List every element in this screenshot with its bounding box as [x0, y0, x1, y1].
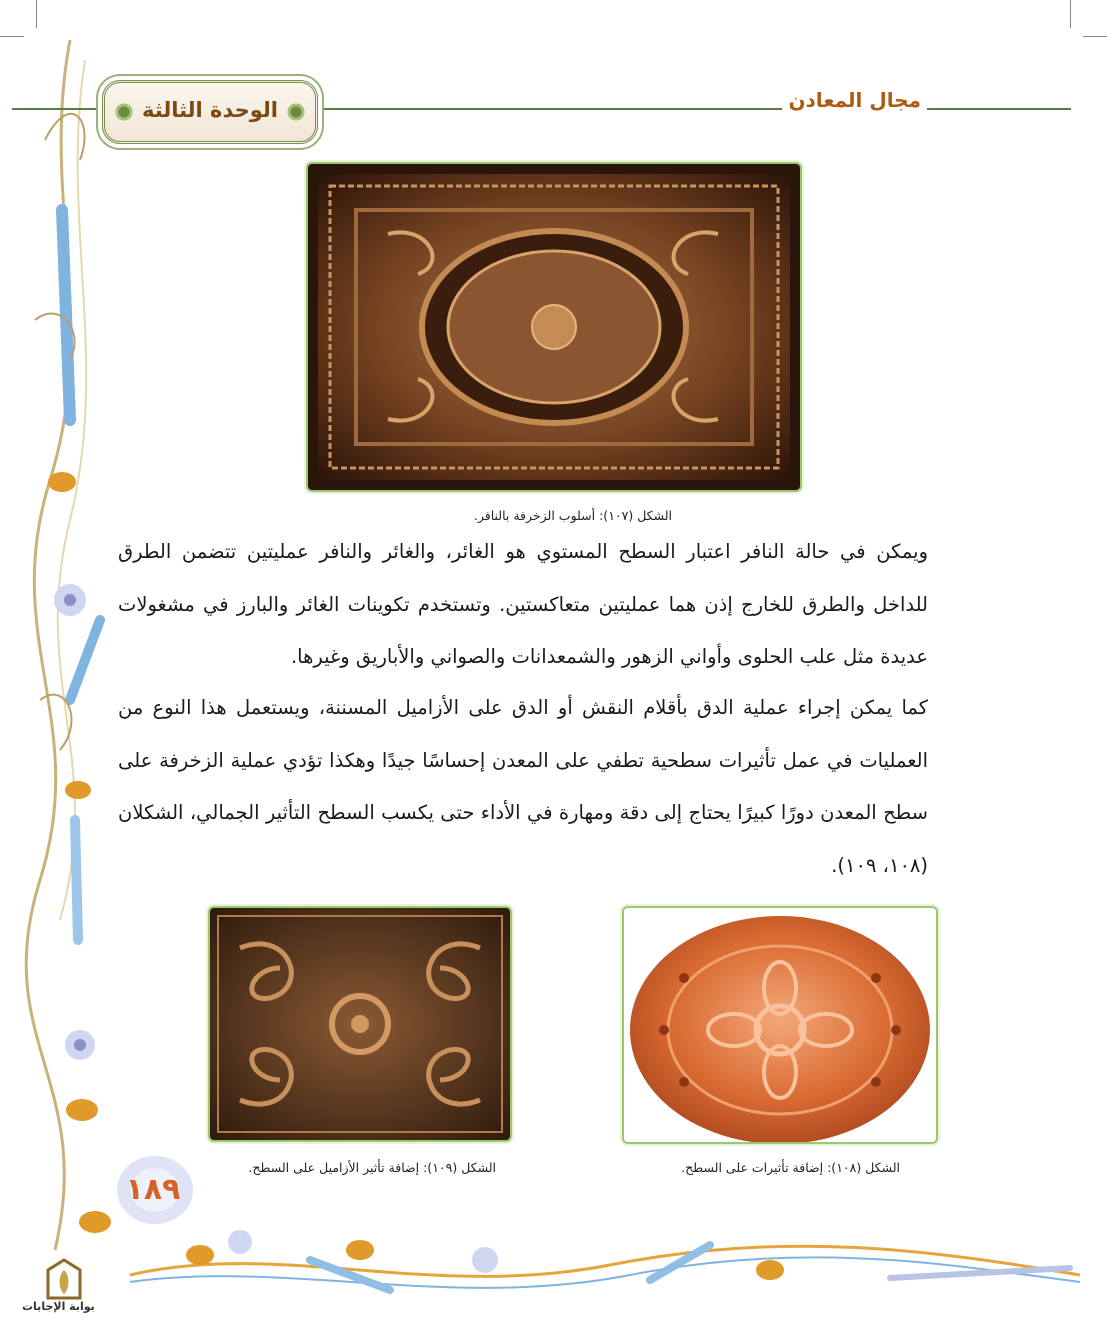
paragraph-2-text: كما يمكن إجراء عملية الدق بأقلام النقش أو الدق على الأزاميل المسننة، ويستعمل هذا النوع من العمليات في عمل تأثيرات سطحية تطفي على المعدن إحساسًا جيدًا وهكذا تؤدي عملية الزخرفة على سطح المعدن دورًا كبيرًا يحتاج إلى دقة ومهارة في الأداء حتى يكسب السطح التأثير الجمالي، الشكلان (١٠٨، ١٠٩). [118, 696, 928, 877]
page-number: ١٨٩ [125, 1172, 181, 1207]
paragraph-1 [118, 526, 928, 684]
figure-108-caption: الشكل (١٠٨): إضافة تأثيرات على السطح. [681, 1160, 900, 1175]
section-title: مجال المعادن [782, 88, 927, 112]
chisel-texture-panel-illustration [210, 908, 510, 1140]
decorative-vine-border [0, 0, 120, 1328]
figure-107-image [306, 162, 802, 492]
unit-label: الوحدة الثالثة [142, 98, 278, 122]
figure-109-image [208, 906, 512, 1142]
embossed-panel-illustration [308, 164, 800, 490]
figure-107-caption: الشكل (١٠٧): أسلوب الزخرفة بالنافر. [473, 508, 672, 523]
gateway-label: بوابة الإجابات [22, 1300, 95, 1313]
figure-108-image [622, 906, 938, 1144]
crop-mark-right-vertical [1070, 0, 1071, 28]
crop-mark-top-right [1083, 36, 1107, 37]
paragraph-2 [118, 682, 928, 892]
unit-badge [102, 80, 318, 144]
decorative-footer-band [130, 1220, 1080, 1310]
paragraph-1-text: ويمكن في حالة النافر اعتبار السطح المستوي هو الغائر، والغائر والنافر عمليتين تتضمن الطرق للداخل والطرق للخارج إذن هما عمليتين متعاكستين. وتستخدم تكوينات الغائر والبارز في مشغولات عديدة مثل علب الحلوى وأواني الزهور والشمعدانات والصواني والأباريق وغيرها. [118, 540, 928, 668]
gateway-logo-icon [44, 1258, 84, 1300]
copper-plate-illustration [624, 908, 936, 1142]
figure-109-caption: الشكل (١٠٩): إضافة تأثير الأزاميل على السطح. [248, 1160, 496, 1175]
